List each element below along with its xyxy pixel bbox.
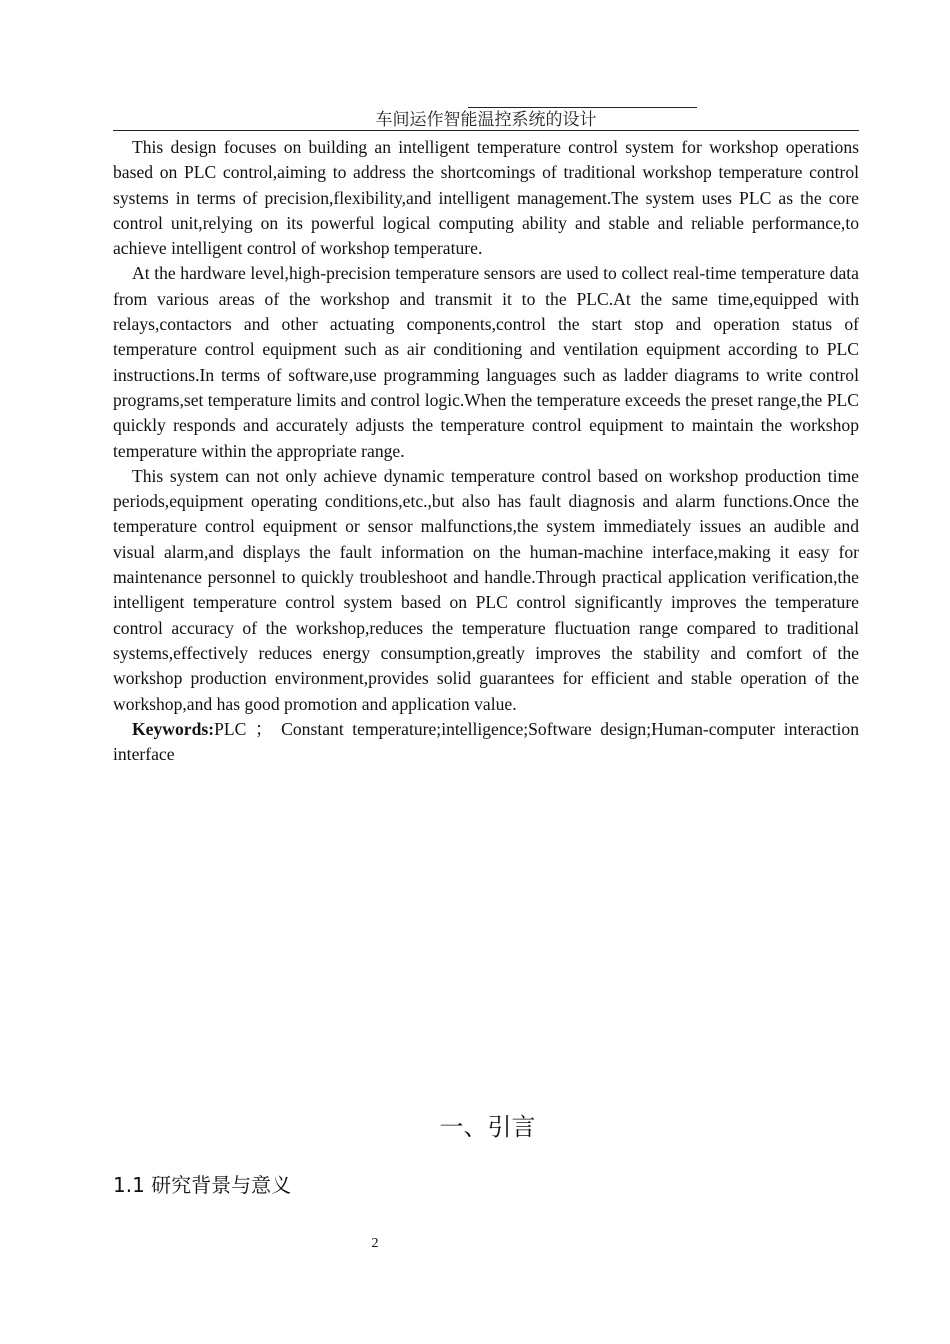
- keywords-label: Keywords:: [132, 718, 215, 739]
- section-heading: 一、引言: [439, 1113, 536, 1141]
- header-top-rule: [468, 107, 697, 108]
- abstract: [113, 135, 859, 767]
- keywords-text: PLC ； Constant temperature;intelligence;Software design;Human-computer interaction interface: [113, 718, 859, 765]
- abstract-paragraph: At the hardware level,high-precision temperature sensors are used to collect real-time temperature data from various areas of the workshop and transmit it to the PLC.At the same time,equipped with relays,contactors and other actuating components,control the start stop and operation status of temperature control equipment such as air conditioning and ventilation equipment according to PLC instructions.In terms of software,use programming languages such as ladder diagrams to write control programs,set temperature limits and control logic.When the temperature exceeds the preset range,the PLC quickly responds and accurately adjusts the temperature control equipment to maintain the workshop temperature within the appropriate range.: [113, 263, 859, 461]
- running-header: 车间运作智能温控系统的设计: [375, 110, 597, 130]
- abstract-paragraph: This system can not only achieve dynamic temperature control based on workshop production time periods,equipment operating conditions,etc.,but also has fault diagnosis and alarm functions.Once the temperature control equipment or sensor malfunctions,the system immediately issues an audible and visual alarm,and displays the fault information on the human-machine interface,making it easy for maintenance personnel to quickly troubleshoot and handle.Through practical application verification,the intelligent temperature control system based on PLC control significantly improves the temperature control accuracy of the workshop,reduces the temperature fluctuation range compared to traditional systems,effectively reduces energy consumption,greatly improves the stability and comfort of the workshop production environment,provides solid guarantees for efficient and stable operation of the workshop,and has good promotion and application value.: [113, 465, 859, 714]
- abstract-paragraph: This design focuses on building an intelligent temperature control system for workshop operations based on PLC control,aiming to address the shortcomings of traditional workshop temperature control systems in terms of precision,flexibility,and intelligent management.The system uses PLC as the core control unit,relying on its powerful logical computing ability and stable and reliable performance,to achieve intelligent control of workshop temperature.: [113, 137, 859, 259]
- header-rule: [113, 130, 859, 131]
- page-number: 2: [371, 1236, 379, 1251]
- subsection-heading: 1.1 研究背景与意义: [113, 1173, 292, 1197]
- keywords: [113, 717, 859, 768]
